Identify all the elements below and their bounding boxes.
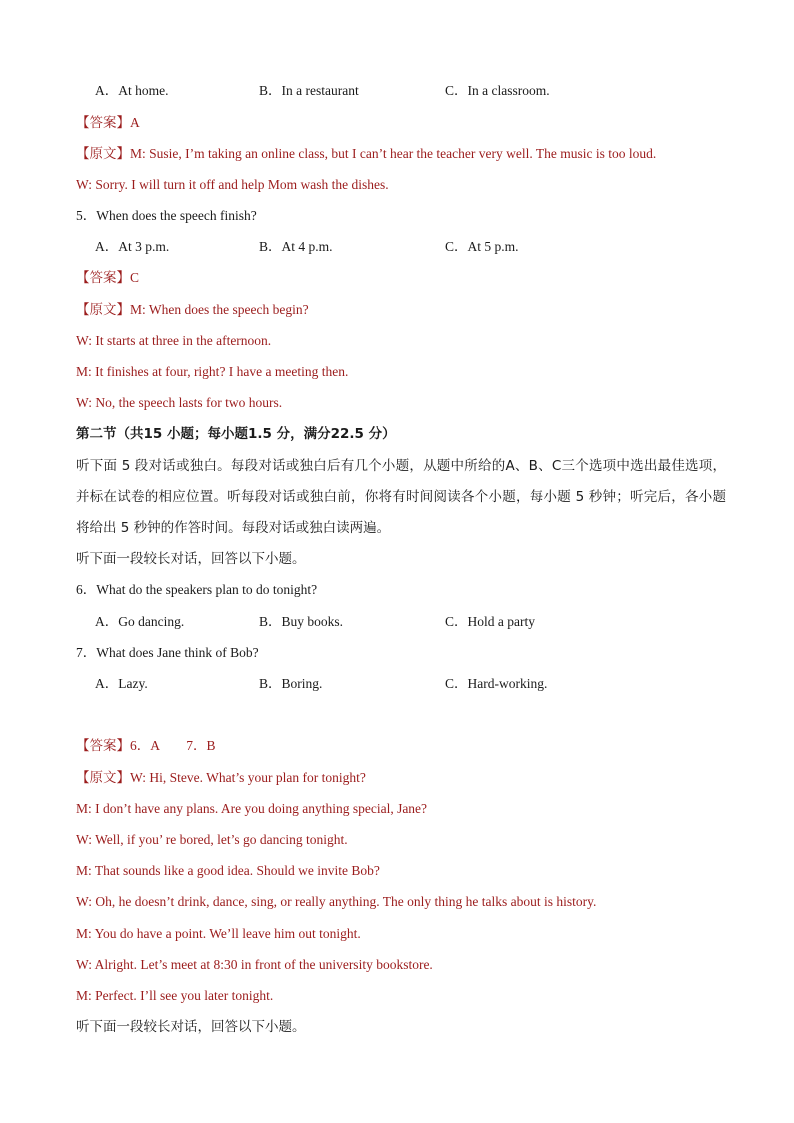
q5-answer: C	[130, 270, 140, 285]
q7-option-a: A．Lazy.	[95, 676, 148, 691]
q67-script-line-7: W: Alright. Let’s meet at 8:30 in front of the university bookstore.	[76, 957, 433, 972]
q67-script-line-8: M: Perfect. I’ll see you later tonight.	[76, 988, 274, 1003]
q6-option-b: B．Buy books.	[259, 614, 344, 629]
q4-script-line-1	[76, 145, 656, 163]
q67-script-line-3: W: Well, if you’ re bored, let’s go dancing tonight.	[76, 832, 348, 847]
q67-answer: 6．A 7．B	[130, 738, 216, 753]
dialogue-intro-2: 听下面一段较长对话，回答以下小题。	[76, 1019, 306, 1035]
q67-script-line-2: M: I don’t have any plans. Are you doing anything special, Jane?	[76, 801, 428, 816]
q67-script-text: W: Hi, Steve. What’s your plan for tonight?	[130, 770, 366, 785]
q6-option-a: A．Go dancing.	[95, 614, 185, 629]
section2-heading: 第二节（共15 小题；每小题1.5 分，满分22.5 分）	[76, 426, 396, 442]
q5-option-a: A．At 3 p.m.	[95, 239, 170, 254]
q4-option-a: A．At home.	[95, 83, 169, 98]
q5-script-line-2: W: It starts at three in the afternoon.	[76, 333, 272, 348]
q7-option-b: B．Boring.	[259, 676, 323, 691]
script-tag: 【原文】	[76, 302, 130, 318]
q67-script-line-5: W: Oh, he doesn’t drink, dance, sing, or really anything. The only thing he talks about is history.	[76, 894, 597, 909]
q4-answer-line	[76, 114, 140, 132]
answer-tag: 【答案】	[76, 738, 130, 754]
q5-question: 5．When does the speech finish?	[76, 208, 257, 223]
q5-script-line-1	[76, 301, 309, 319]
q5-option-c: C．At 5 p.m.	[445, 239, 519, 254]
q5-script-text: M: When does the speech begin?	[130, 302, 309, 317]
q5-script-line-4: W: No, the speech lasts for two hours.	[76, 395, 283, 410]
q4-script-text: M: Susie, I’m taking an online class, but I can’t hear the teacher very well. The music is too loud.	[130, 146, 657, 161]
q67-script-line-4: M: That sounds like a good idea. Should we invite Bob?	[76, 863, 380, 878]
q7-question: 7．What does Jane think of Bob?	[76, 645, 259, 660]
q4-answer: A	[130, 115, 140, 130]
q67-script-line-1	[76, 769, 366, 787]
q6-option-c: C．Hold a party	[445, 614, 535, 629]
q67-answer-line	[76, 737, 216, 755]
q67-script-line-6: M: You do have a point. We’ll leave him out tonight.	[76, 926, 361, 941]
q6-question: 6．What do the speakers plan to do tonight?	[76, 582, 318, 597]
q5-option-b: B．At 4 p.m.	[259, 239, 333, 254]
script-tag: 【原文】	[76, 146, 130, 162]
section2-instructions: 听下面 5 段对话或独白。每段对话或独白后有几个小题，从题中所给的A、B、C三个选项中选出最佳选项，并标在试卷的相应位置。听每段对话或独白前，你将有时间阅读各个小题，每小题 5 秒钟；听完后，各小题将给出 5 秒钟的作答时间。每段对话或独白读两遍。	[76, 458, 726, 536]
q4-option-c: C．In a classroom.	[445, 83, 550, 98]
answer-tag: 【答案】	[76, 270, 130, 286]
q7-option-c: C．Hard-working.	[445, 676, 548, 691]
q5-script-line-3: M: It finishes at four, right? I have a meeting then.	[76, 364, 349, 379]
answer-tag: 【答案】	[76, 115, 130, 131]
q4-option-b: B．In a restaurant	[259, 83, 359, 98]
dialogue-intro-1: 听下面一段较长对话，回答以下小题。	[76, 551, 306, 567]
q4-script-line-2: W: Sorry. I will turn it off and help Mom wash the dishes.	[76, 177, 389, 192]
q5-answer-line	[76, 269, 139, 287]
script-tag: 【原文】	[76, 770, 130, 786]
